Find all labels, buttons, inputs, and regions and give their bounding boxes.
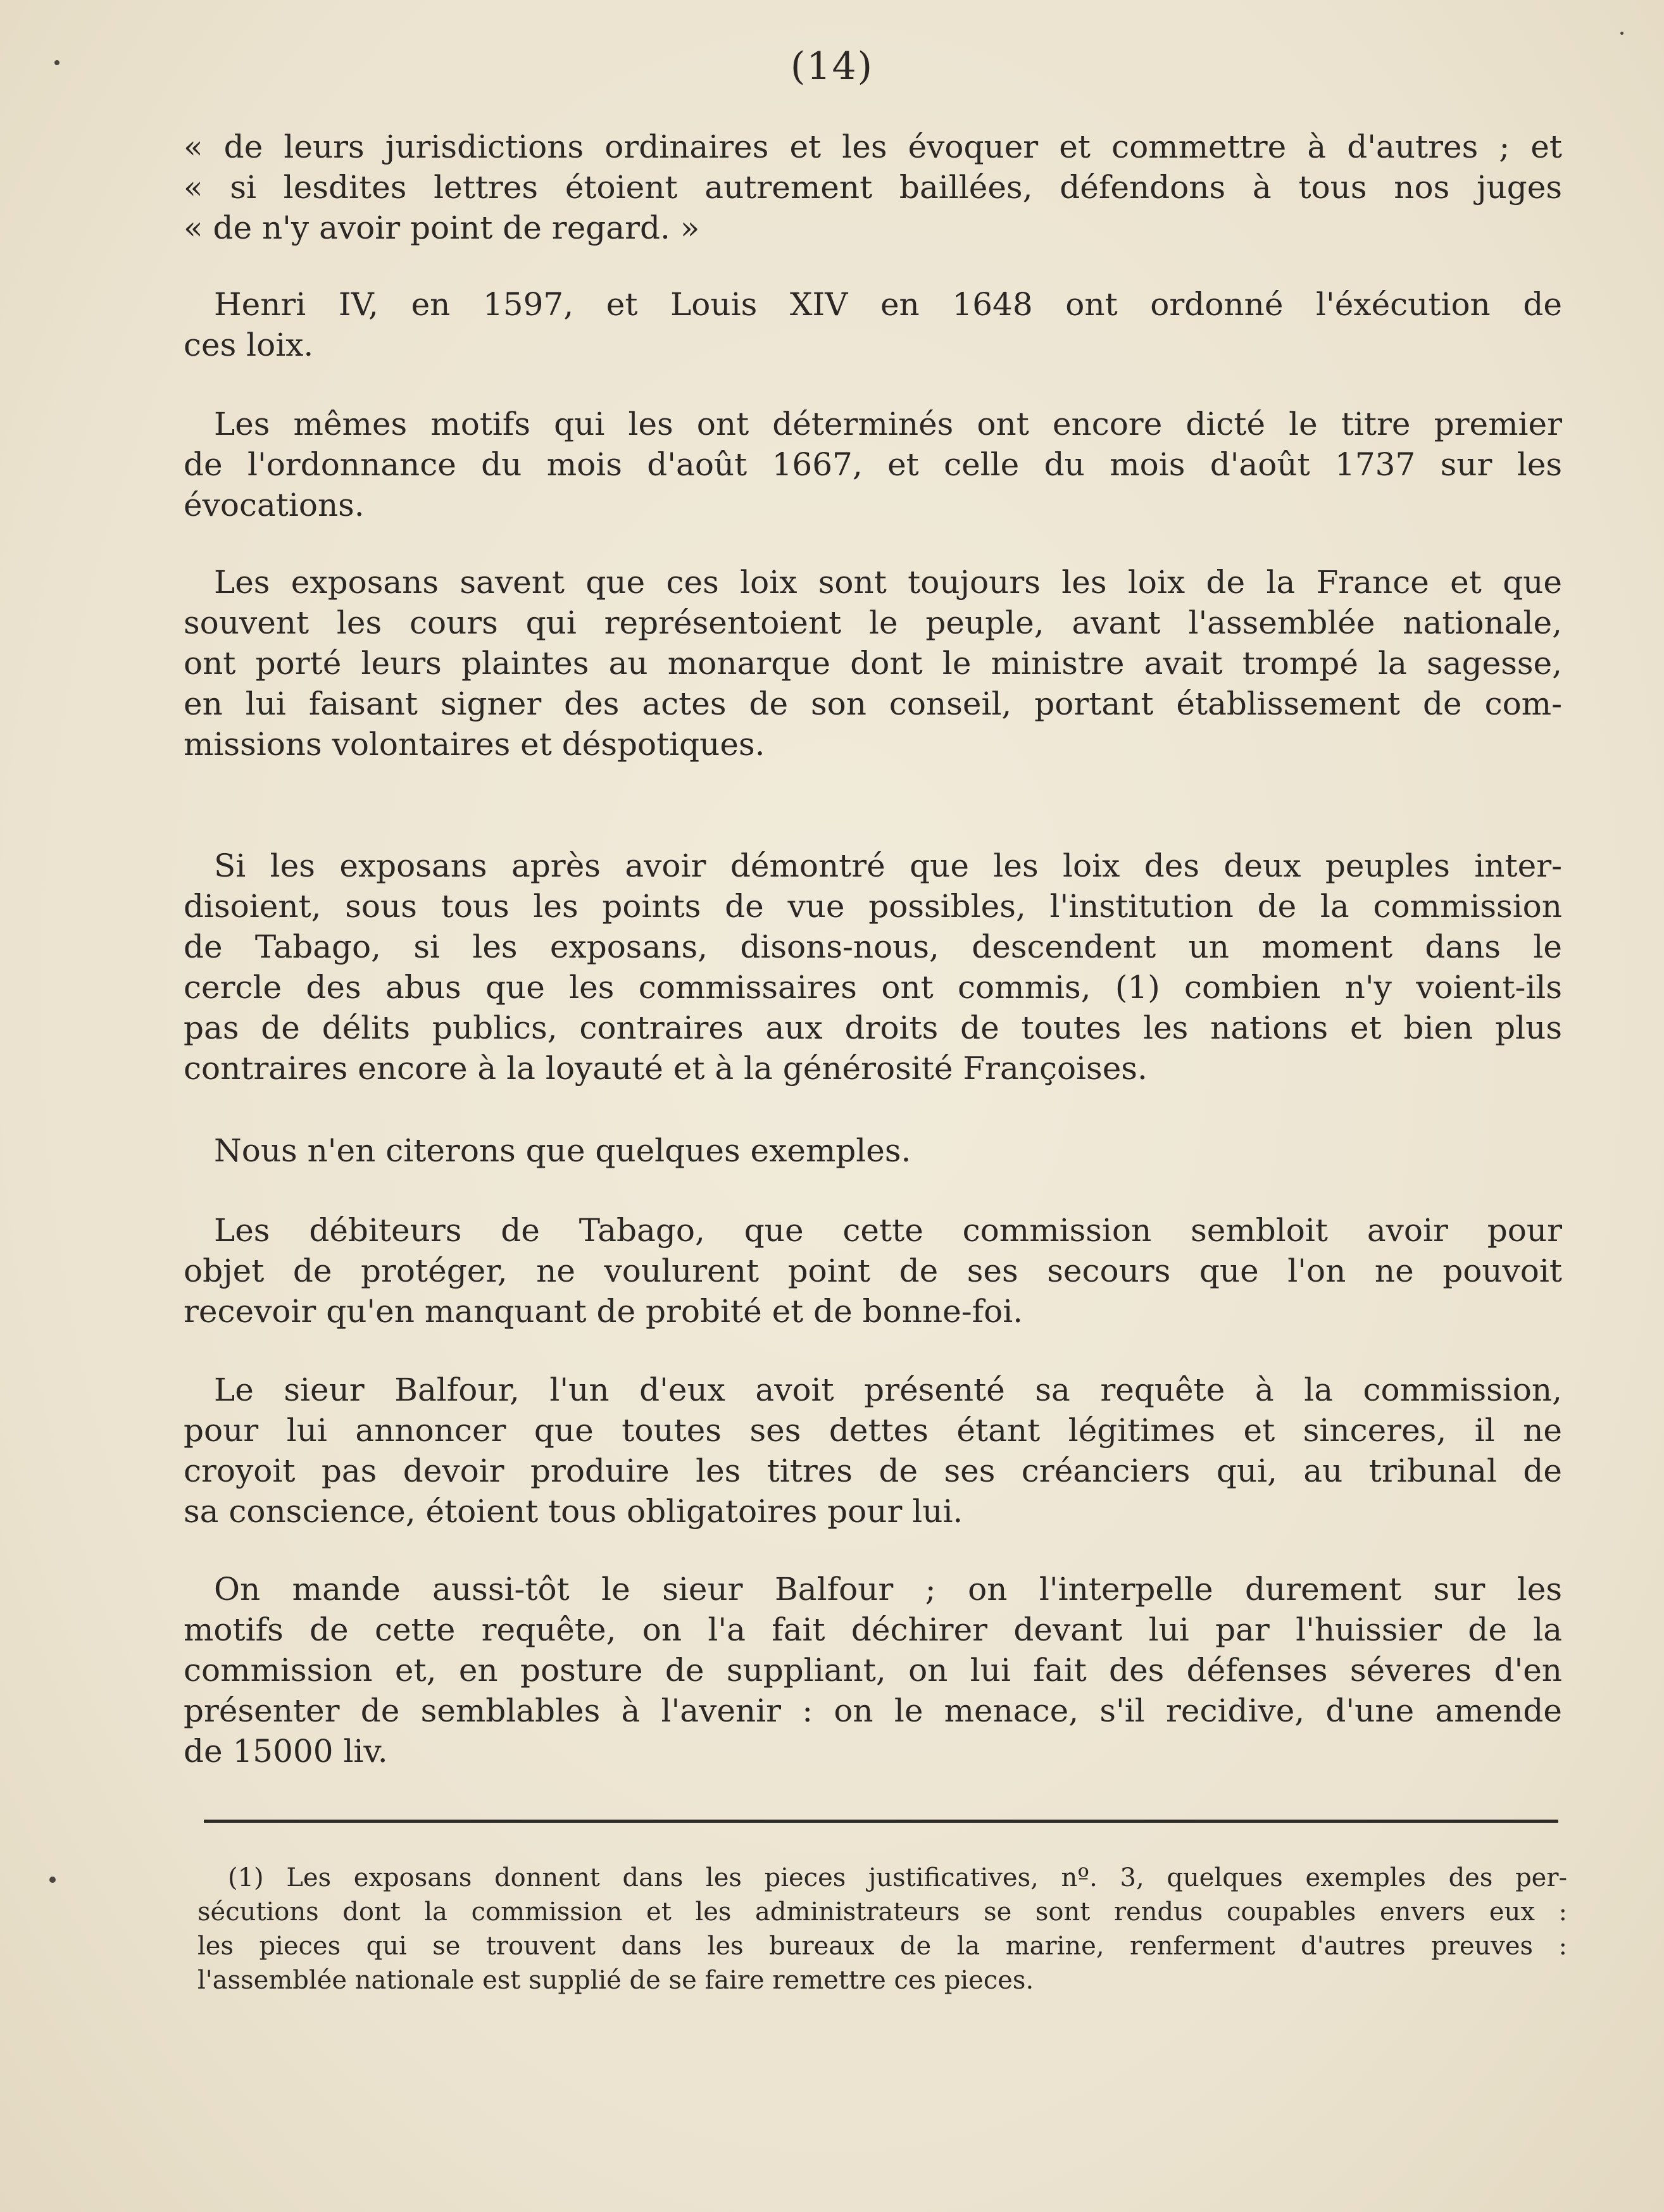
- footnote-line: sécutions dont la commission et les administrateurs se sont rendus coupables envers eux :: [197, 1897, 1567, 1927]
- text-line: commission et, en posture de suppliant, on lui fait des défenses séveres d'en: [184, 1652, 1562, 1689]
- text-line: ont porté leurs plaintes au monarque dont le ministre avait trompé la sagesse,: [184, 645, 1562, 682]
- text-line: en lui faisant signer des actes de son conseil, portant établissement de com-: [184, 685, 1562, 722]
- text-line: « si lesdites lettres étoient autrement baillées, défendons à tous nos juges: [184, 169, 1562, 206]
- text-line: ces loix.: [184, 327, 314, 363]
- text-line: souvent les cours qui représentoient le peuple, avant l'assemblée nationale,: [184, 604, 1562, 641]
- paragraph-henri-iv: [184, 284, 1562, 365]
- text-line: Si les exposans après avoir démontré que les loix des deux peuples inter-: [214, 847, 1562, 884]
- text-line: de 15000 liv.: [184, 1733, 388, 1770]
- text-line: objet de protéger, ne voulurent point de ses secours que l'on ne pouvoit: [184, 1253, 1562, 1289]
- text-line: missions volontaires et déspotiques.: [184, 726, 765, 763]
- paragraph-exemples: [184, 1130, 1562, 1171]
- paragraph-si-les-exposans: [184, 846, 1562, 1089]
- paper-speck: [49, 1877, 56, 1883]
- text-line: cercle des abus que les commissaires ont commis, (1) combien n'y voient-ils: [184, 969, 1562, 1006]
- text-line: sa conscience, étoient tous obligatoires pour lui.: [184, 1493, 963, 1530]
- paper-speck: [1620, 32, 1623, 35]
- text-line: croyoit pas devoir produire les titres de ses créanciers qui, au tribunal de: [184, 1453, 1562, 1489]
- text-line: Les exposans savent que ces loix sont toujours les loix de la France et que: [214, 564, 1562, 601]
- text-line: évocations.: [184, 487, 365, 523]
- text-line: de l'ordonnance du mois d'août 1667, et celle du mois d'août 1737 sur les: [184, 446, 1562, 483]
- paragraph-exposans-savent: [184, 562, 1562, 765]
- paragraph-quotation: [184, 127, 1562, 248]
- text-line: contraires encore à la loyauté et à la générosité Françoises.: [184, 1050, 1148, 1087]
- text-line: Les mêmes motifs qui les ont déterminés ont encore dicté le titre premier: [214, 406, 1562, 442]
- footnote: [197, 1861, 1567, 1997]
- text-line: pas de délits publics, contraires aux droits de toutes les nations et bien plus: [184, 1009, 1562, 1046]
- paragraph-ordonnance: [184, 404, 1562, 525]
- text-line: présenter de semblables à l'avenir : on le menace, s'il recidive, d'une amende: [184, 1692, 1562, 1729]
- page-number: (14): [790, 44, 874, 89]
- text-line: Nous n'en citerons que quelques exemples.: [214, 1132, 911, 1169]
- footnote-line: les pieces qui se trouvent dans les bureaux de la marine, renferment d'autres preuves :: [197, 1932, 1567, 1961]
- footnote-rule: [204, 1820, 1558, 1823]
- text-line: « de n'y avoir point de regard. »: [184, 209, 700, 246]
- text-line: de Tabago, si les exposans, disons-nous, descendent un moment dans le: [184, 928, 1562, 965]
- paragraph-balfour-requete: [184, 1370, 1562, 1532]
- text-line: pour lui annoncer que toutes ses dettes étant légitimes et sinceres, il ne: [184, 1412, 1562, 1449]
- footnote-line: (1) Les exposans donnent dans les pieces justificatives, nº. 3, quelques exemples des per-: [228, 1863, 1567, 1892]
- footnote-line: l'assemblée nationale est supplié de se faire remettre ces pieces.: [197, 1966, 1034, 1995]
- text-line: motifs de cette requête, on l'a fait déchirer devant lui par l'huissier de la: [184, 1611, 1562, 1648]
- text-line: disoient, sous tous les points de vue possibles, l'institution de la commission: [184, 888, 1562, 925]
- text-line: Les débiteurs de Tabago, que cette commission sembloit avoir pour: [214, 1212, 1562, 1249]
- text-line: recevoir qu'en manquant de probité et de bonne-foi.: [184, 1293, 1023, 1330]
- paragraph-debiteurs: [184, 1210, 1562, 1332]
- text-line: Le sieur Balfour, l'un d'eux avoit présenté sa requête à la commission,: [214, 1372, 1562, 1408]
- text-line: « de leurs jurisdictions ordinaires et les évoquer et commettre à d'autres ; et: [184, 128, 1562, 165]
- paper-speck: [54, 60, 59, 65]
- text-line: On mande aussi-tôt le sieur Balfour ; on l'interpelle durement sur les: [214, 1571, 1562, 1608]
- text-line: Henri IV, en 1597, et Louis XIV en 1648 ont ordonné l'éxécution de: [214, 286, 1562, 323]
- paragraph-balfour-mande: [184, 1569, 1562, 1771]
